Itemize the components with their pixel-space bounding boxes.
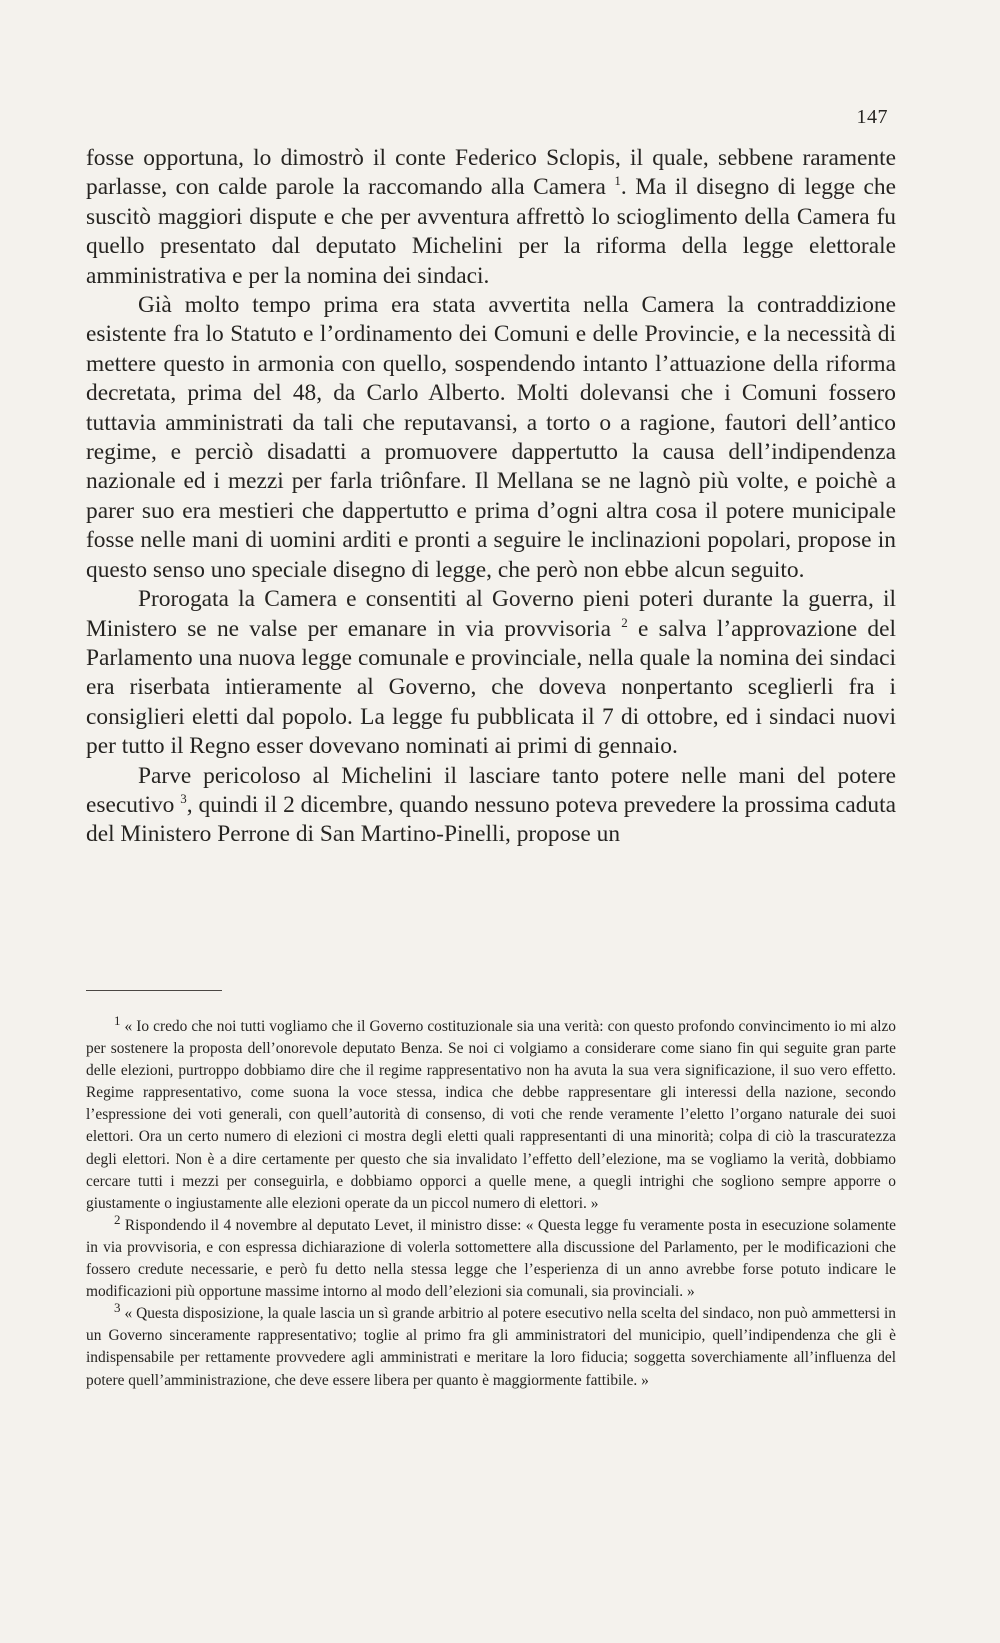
- text-run: Rispondendo il 4 novembre al deputato Levet, il ministro disse: « Questa legge fu veramente posta in esecuzione solamente in via provvisoria, e con espressa dichiarazione di volerla sottomettere alla discussione del Parlamento, per le modificazioni che fossero credute necessarie, e però fu detto nella stessa legge che l’esperienza di un anno avrebbe forse potuto indicare le modificazioni più opportune massime intorno al modo dell’elezioni sia comunali, sia provinciali. »: [86, 1216, 896, 1301]
- text-run: Parve pericoloso al Michelini il lasciare tanto potere nelle mani del potere esecutivo: [86, 762, 896, 818]
- text-run: « Questa disposizione, la quale lascia un sì grande arbitrio al potere esecutivo nella scelta del sindaco, non può ammettersi in un Governo sinceramente rappresentativo; toglie al primo fra gli amministratori del municipio, quell’indipendenza che gli è indispensabile per rettamente provvedere agli amministrati e meritare la loro fiducia; soggetta soverchiamente all’influenza del potere quell’amministrazione, che deve essere libera per quanto è maggiormente fattibile. »: [86, 1305, 896, 1389]
- footnote-marker: 3: [180, 791, 187, 807]
- text-run: « Io credo che noi tutti vogliamo che il Governo costituzionale sia una verità: con questo profondo convincimento io mi alzo per sostenere la proposta dell’onorevole deputato Benza. Se noi ci volgiamo a considerare come siano fin qui seguite gran parte delle elezioni, purtroppo dobbiamo dire che il regime rappresentativo non ha avuta la sua vera significazione, il suo vero effetto. Regime rappresentativo, come suona la voce stessa, indica che debbe rappresentare gli interessi della nazione, secondo l’espressione dei voti generali, con quell’autorità di consenso, di voti che rende veramente l’eletto l’organo naturale dei suoi elettori. Ora un certo numero di elezioni ci mostra degli eletti quali rappresentanti di una minorità; colpa di ciò la trascuratezza degli elettori. Non è a dire certamente per questo che sia invalidato l’effetto dell’elezione, ma se vogliamo la verità, dobbiamo cercare tutti i mezzi per conseguirla, e dobbiamo opporci a quelle mene, a quegli intrighi che sogliono sempre apporre o giustamente o ingiustamente alle elezioni operate da un piccol numero di elettori. »: [86, 1018, 896, 1212]
- text-run: e salva l’approvazione del Parlamento una nuova legge comunale e provinciale, nella quale la nomina dei sindaci era riserbata intieramente al Governo, che doveva nonpertanto sceglierli fra i consiglieri eletti dal popolo. La legge fu pubblicata il 7 di ottobre, ed i sindaci nuovi per tutto il Regno esser dovevano nominati ai primi di gennaio.: [86, 615, 896, 760]
- footnote-marker: 2: [114, 1211, 121, 1227]
- footnote: [86, 1012, 896, 1215]
- footnote: [86, 1300, 896, 1391]
- paragraph: [86, 585, 896, 761]
- text-run: , quindi il 2 dicembre, quando nessuno poteva prevedere la prossima caduta del Ministero Perrone di San Martino-Pinelli, propose un: [86, 791, 896, 848]
- body-text: [86, 144, 896, 850]
- footnote-marker: 2: [621, 614, 628, 630]
- text-run: fosse opportuna, lo dimostrò il conte Federico Sclopis, il quale, sebbene raramente parlasse, con calde parole la raccomando alla Camera: [86, 145, 896, 201]
- footnote-separator: [86, 990, 222, 991]
- page-number: 147: [856, 106, 888, 128]
- paragraph: [86, 291, 896, 585]
- footnote-marker: 3: [114, 1300, 121, 1316]
- footnote: [86, 1211, 896, 1303]
- footnotes: [86, 1012, 896, 1392]
- footnote-marker: 1: [114, 1012, 121, 1028]
- footnote-marker: 1: [614, 173, 621, 189]
- text-run: Prorogata la Camera e consentiti al Governo pieni poteri durante la guerra, il Ministero se ne valse per emanare in via provvisoria: [86, 586, 896, 642]
- text-run: Già molto tempo prima era stata avvertita nella Camera la contraddizione esistente fra lo Statuto e l’ordinamento dei Comuni e delle Provincie, e la necessità di mettere questo in armonia con quello, sospendendo intanto l’attuazione della riforma decretata, prima del 48, da Carlo Alberto. Molti dolevansi che i Comuni fossero tuttavia amministrati da tali che reputavansi, a torto o a ragione, fautori dell’antico regime, e perciò disadatti a promuovere dappertutto la causa dell’indipendenza nazionale ed i mezzi per farla triônfare. Il Mellana se ne lagnò più volte, e poichè a parer suo era mestieri che dappertutto e prima d’ogni altra cosa il potere municipale fosse nelle mani di uomini arditi e pronti a seguire le inclinazioni popolari, propose in questo senso uno speciale disegno di legge, che però non ebbe alcun seguito.: [86, 292, 896, 583]
- text-run: . Ma il disegno di legge che suscitò maggiori dispute e che per avventura affrettò lo scioglimento della Camera fu quello presentato dal deputato Michelini per la riforma della legge elettorale amministrativa e per la nomina dei sindaci.: [86, 174, 896, 289]
- paragraph: [86, 762, 896, 850]
- paragraph: [86, 144, 896, 291]
